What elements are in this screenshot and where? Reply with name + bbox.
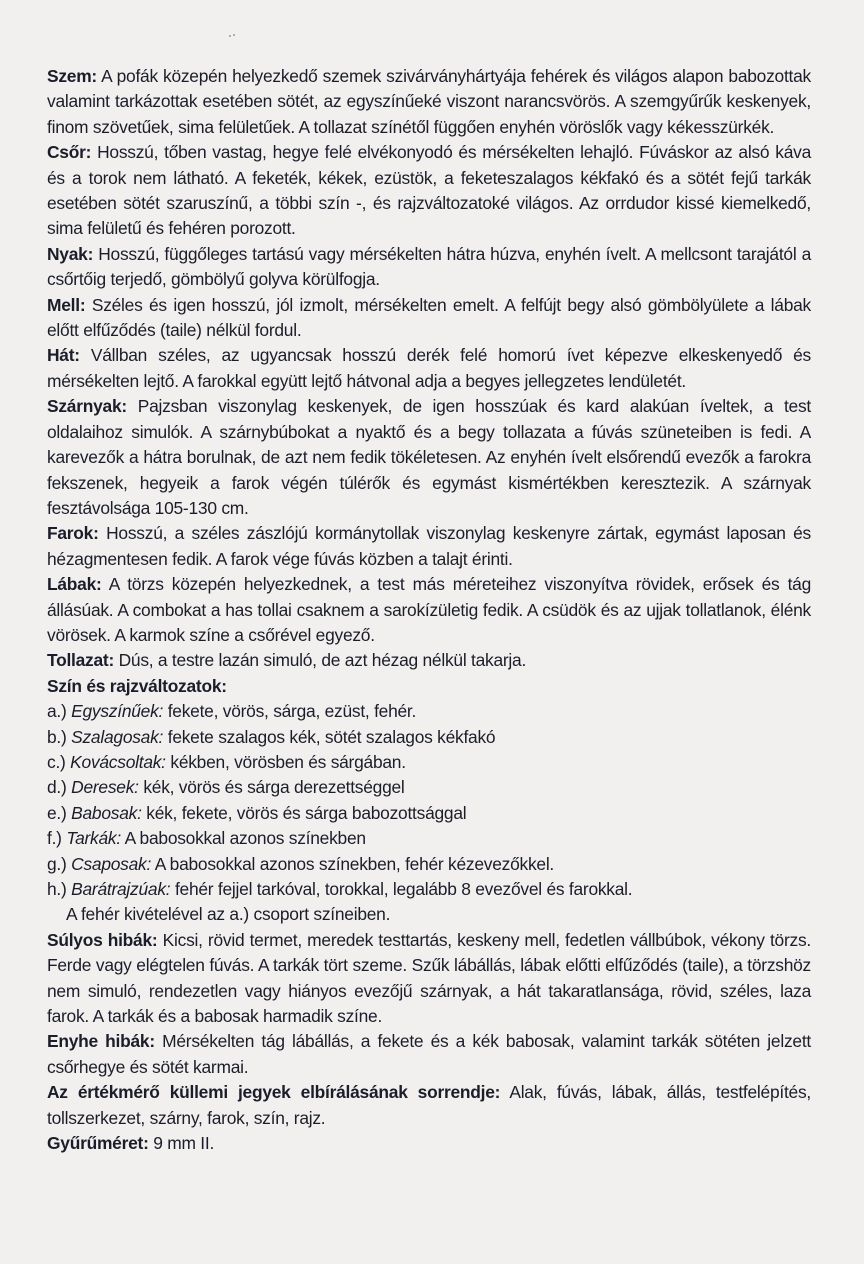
section-tollazat (47, 648, 811, 673)
section-label: Szem: (47, 66, 97, 86)
variant-item (47, 826, 811, 851)
section-text: A törzs közepén helyezkednek, a test más méreteihez viszonyítva rövidek, erősek és tág állásúak. A combokat a has tollai csaknem a sarokízületig fedik. A csüdök és az ujjak tollatlanok, élénk vörösek. A karmok színe a csőrével egyező. (47, 574, 811, 645)
section-label: Súlyos hibák: (47, 929, 158, 950)
variant-name: Barátrajzúak: (71, 879, 171, 899)
section-text: Széles és igen hosszú, jól izmolt, mérsékelten emelt. A felfújt begy alsó gömbölyülete a lábak előtt elfűződés (taile) nélkül fordul. (47, 294, 811, 341)
variant-marker: b.) (47, 726, 67, 747)
variant-name: Szalagosak: (71, 726, 164, 747)
section-label: Hát: (47, 345, 80, 366)
variant-marker: e.) (47, 802, 67, 823)
variant-name: Kovácsoltak: (70, 751, 166, 772)
section-enyhe-hibak (47, 1029, 811, 1080)
section-csor (47, 140, 811, 242)
variant-text: kék, vörös és sárga derezettséggel (143, 777, 405, 798)
section-label: Mell: (47, 294, 86, 315)
section-label: Csőr: (47, 142, 92, 163)
variant-marker: h.) (47, 879, 67, 899)
section-text: A pofák közepén helyezkedő szemek szivárványhártyája fehérek és világos alapon babozottak valamint tarkázottak esetében sötét, az egyszínűeké viszont narancsvörös. A szemgyűrűk keskenyek, finom szövetűek, sima felületűek. A tollazat színétől függően enyhén vöröslők vagy kékesszürkék. (47, 66, 811, 137)
variant-marker: g.) (47, 853, 67, 874)
section-text: Hosszú, tőben vastag, hegye felé elvékonyodó és mérsékelten lehajló. Fúváskor az alsó káva és a torok nem látható. A feketék, kékek, ezüstök, a feketeszalagos kékfakó és a sötét fejű tarkák esetében sötét szaruszínű, a többi szín -, és rajzváltozatoké világos. Az orrdudor kissé kiemelkedő, sima felületű és fehéren porozott. (47, 142, 811, 239)
section-text: Hosszú, a széles zászlójú kormánytollak viszonylag keskenyre zártak, egymást laposan és hézagmentesen fedik. A farok vége fúvás közben a talajt érinti. (47, 523, 811, 569)
section-text: Alak, fúvás, lábak, állás, testfelépítés, tollszerkezet, szárny, farok, szín, rajz. (47, 1082, 812, 1128)
section-elbiralas-sorrendje (47, 1080, 811, 1131)
section-szarnyak (47, 394, 811, 521)
variant-marker: f.) (47, 828, 62, 849)
section-label: Enyhe hibák: (47, 1031, 155, 1052)
section-text: Pajzsban viszonylag keskenyek, de igen hosszúak és kard alakúan íveltek, a test oldalaihoz simulók. A szárnybúbokat a nyaktő és a begy tollazata a fúvás szüneteiben is fedi. A karevezők a hátra borulnak, de azt nem fedik tökéletesen. Az enyhén ívelt elsőrendű evezők a farokra fekszenek, hegyeik a farok végén túlérők és egymást kismértékben keresztezik. A szárnyak fesztávolsága 105-130 cm. (47, 396, 811, 518)
variant-item (47, 877, 811, 928)
section-text: 9 mm II. (153, 1133, 215, 1154)
variant-text: kék, fekete, vörös és sárga babozottsággal (146, 802, 467, 823)
section-text: Dús, a testre lazán simuló, de azt hézag nélkül takarja. (118, 650, 527, 671)
variants-heading: Szín és rajzváltozatok: (47, 675, 227, 696)
section-label: Az értékmérő küllemi jegyek elbírálásának sorrendje: (47, 1082, 501, 1103)
section-text: Hosszú, függőleges tartású vagy mérsékelten hátra húzva, enyhén ívelt. A mellcsont tarajától a csőrtőig terjedő, gömbölyű golyva körülfogja. (47, 243, 811, 290)
section-label: Tollazat: (47, 650, 114, 671)
section-text: Vállban széles, az ugyancsak hosszú derék felé homorú ívet képezve elkeskenyedő és mérsékelten lejtő. A farokkal együtt lejtő hátvonal adja a begyes jellegzetes lendületét. (47, 345, 811, 391)
variant-marker: d.) (47, 777, 67, 798)
scan-speck (233, 34, 235, 36)
section-mell (47, 293, 811, 344)
section-farok (47, 521, 811, 572)
scan-speck (229, 35, 231, 37)
section-szem (47, 64, 811, 140)
section-label: Nyak: (47, 243, 94, 264)
variant-item (47, 852, 811, 877)
variant-text: A babosokkal azonos színekben, fehér kézevezőkkel. (154, 853, 555, 874)
variant-name: Tarkák: (66, 828, 121, 849)
section-nyak (47, 242, 811, 293)
section-label: Szárnyak: (47, 396, 127, 417)
variant-name: Deresek: (71, 777, 139, 798)
variant-text: kékben, vörösben és sárgában. (170, 751, 406, 772)
variant-name: Babosak: (71, 802, 142, 823)
section-text: Mérsékelten tág lábállás, a fekete és a kék babosak, valamint tarkák sötéten jelzett csőrhegye és sötét karmai. (47, 1031, 811, 1077)
variant-continuation: A fehér kivételével az a.) csoport színeiben. (66, 904, 391, 925)
variant-text: A babosokkal azonos színekben (124, 828, 366, 849)
variant-item (47, 750, 811, 775)
section-labak (47, 572, 811, 648)
section-gyurumeret (47, 1131, 811, 1156)
variant-item (47, 801, 811, 826)
variant-item (47, 699, 811, 724)
section-label: Gyűrűméret: (47, 1133, 149, 1154)
variant-item (47, 775, 811, 800)
variant-text: fekete szalagos kék, sötét szalagos kékfakó (167, 726, 496, 747)
variant-text: fekete, vörös, sárga, ezüst, fehér. (167, 701, 417, 722)
section-label: Lábak: (47, 574, 102, 595)
section-hat (47, 343, 811, 394)
section-label: Farok: (47, 523, 99, 544)
variant-name: Egyszínűek: (71, 701, 164, 722)
variant-text: fehér fejjel tarkóval, torokkal, legalább 8 evezővel és farokkal. (174, 879, 633, 899)
section-sulyos-hibak (47, 928, 811, 1030)
variant-item (47, 725, 811, 750)
section-text: Kicsi, rövid termet, meredek testtartás, keskeny mell, fedetlen vállbúbok, vékony törzs. Ferde vagy elégtelen fúvás. A tarkák tört szeme. Szűk lábállás, lábak előtti elfűződés (taile), a törzshöz nem simuló, rendezetlen vagy hiányos evezőjű szárnyak, a hát takaratlansága, rövid, széles, laza farok. A tarkák és a babosak harmadik színe. (47, 929, 811, 1027)
document-page (47, 64, 811, 1156)
variant-marker: c.) (47, 751, 66, 772)
variant-name: Csaposak: (71, 853, 152, 874)
variant-marker: a.) (47, 701, 67, 722)
